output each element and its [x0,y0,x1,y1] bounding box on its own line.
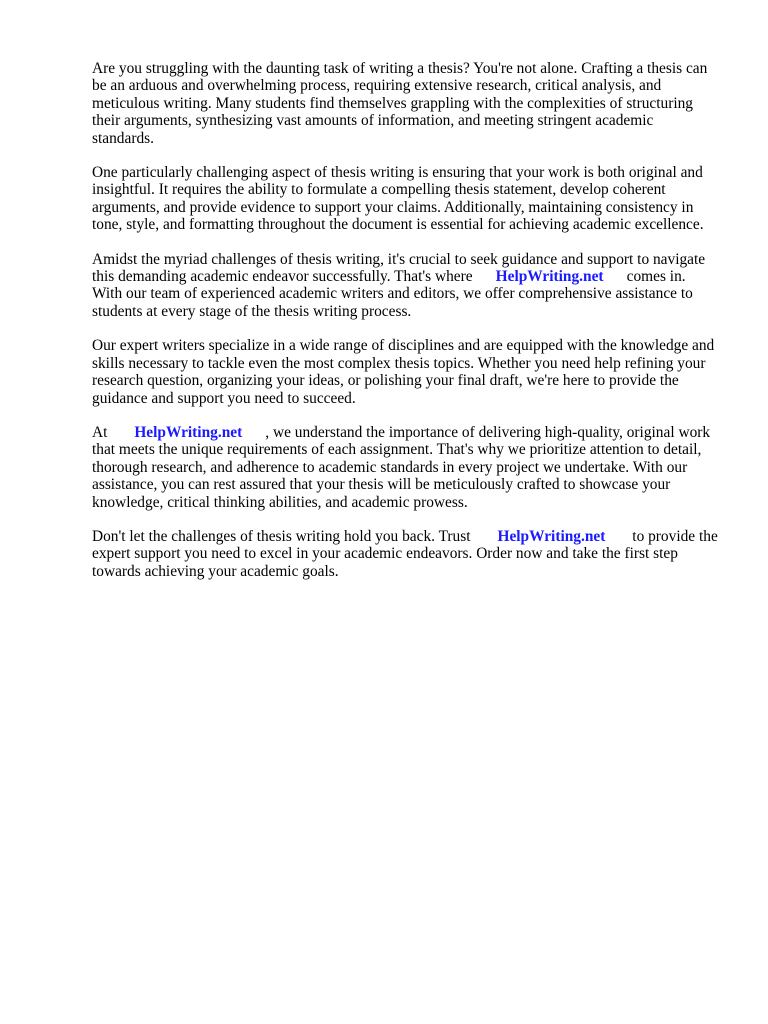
text-line: knowledge, critical thinking abilities, and academic prowess. [92,493,468,511]
helpwriting-link[interactable]: HelpWriting.net [497,527,606,545]
text-line: standards. [92,129,154,147]
text-line: arguments, and provide evidence to support your claims. Additionally, maintaining consistency in [92,198,694,216]
text-line: skills necessary to tackle even the most complex thesis topics. Whether you need help refining your [92,354,706,372]
text-line: thorough research, and adherence to academic standards in every project we undertake. With our [92,458,688,476]
paragraph-call-to-action [92,528,722,580]
paragraph-intro [92,60,722,147]
text-line [92,268,722,285]
helpwriting-link[interactable]: HelpWriting.net [495,268,604,286]
paragraph-quality [92,424,722,511]
paragraph-challenges [92,164,722,234]
text-line: that meets the unique requirements of each assignment. That's why we prioritize attention to detail, [92,441,702,459]
text-segment: to provide the [605,527,718,545]
text-line: Amidst the myriad challenges of thesis writing, it's crucial to seek guidance and support to navigate [92,250,706,268]
text-line: insightful. It requires the ability to formulate a compelling thesis statement, develop coherent [92,181,666,199]
text-line: expert support you need to excel in your academic endeavors. Order now and take the first step [92,545,678,563]
text-segment: Don't let the challenges of thesis writing hold you back. Trust [92,527,498,545]
text-line: towards achieving your academic goals. [92,562,339,580]
text-line: research question, organizing your ideas, or polishing your final draft, we're here to provide the [92,372,679,390]
text-line [92,528,722,545]
text-line: be an arduous and overwhelming process, requiring extensive research, critical analysis, and [92,77,662,95]
helpwriting-link[interactable]: HelpWriting.net [134,423,243,441]
text-line: One particularly challenging aspect of thesis writing is ensuring that your work is both original and [92,164,703,182]
text-line: meticulous writing. Many students find themselves grappling with the complexities of structuring [92,94,693,112]
text-line: assistance, you can rest assured that your thesis will be meticulously crafted to showcase your [92,476,671,494]
paragraph-expert-writers [92,337,722,407]
text-line: guidance and support you need to succeed. [92,389,356,407]
paragraph-guidance [92,251,722,321]
text-segment: comes in. [603,268,686,286]
text-segment: , we understand the importance of delivering high-quality, original work [242,423,711,441]
text-line: Are you struggling with the daunting task of writing a thesis? You're not alone. Crafting a thesis can [92,60,708,77]
text-segment: this demanding academic endeavor successfully. That's where [92,268,496,286]
text-line [92,424,722,441]
document-body [92,60,722,597]
text-line: tone, style, and formatting throughout the document is essential for achieving academic excellence. [92,216,704,234]
text-line: students at every stage of the thesis writing process. [92,302,412,320]
text-line: their arguments, synthesizing vast amounts of information, and meeting stringent academic [92,112,654,130]
text-line: Our expert writers specialize in a wide range of disciplines and are equipped with the knowledge and [92,337,715,355]
text-line: With our team of experienced academic writers and editors, we offer comprehensive assistance to [92,285,693,303]
text-segment: At [92,423,135,441]
